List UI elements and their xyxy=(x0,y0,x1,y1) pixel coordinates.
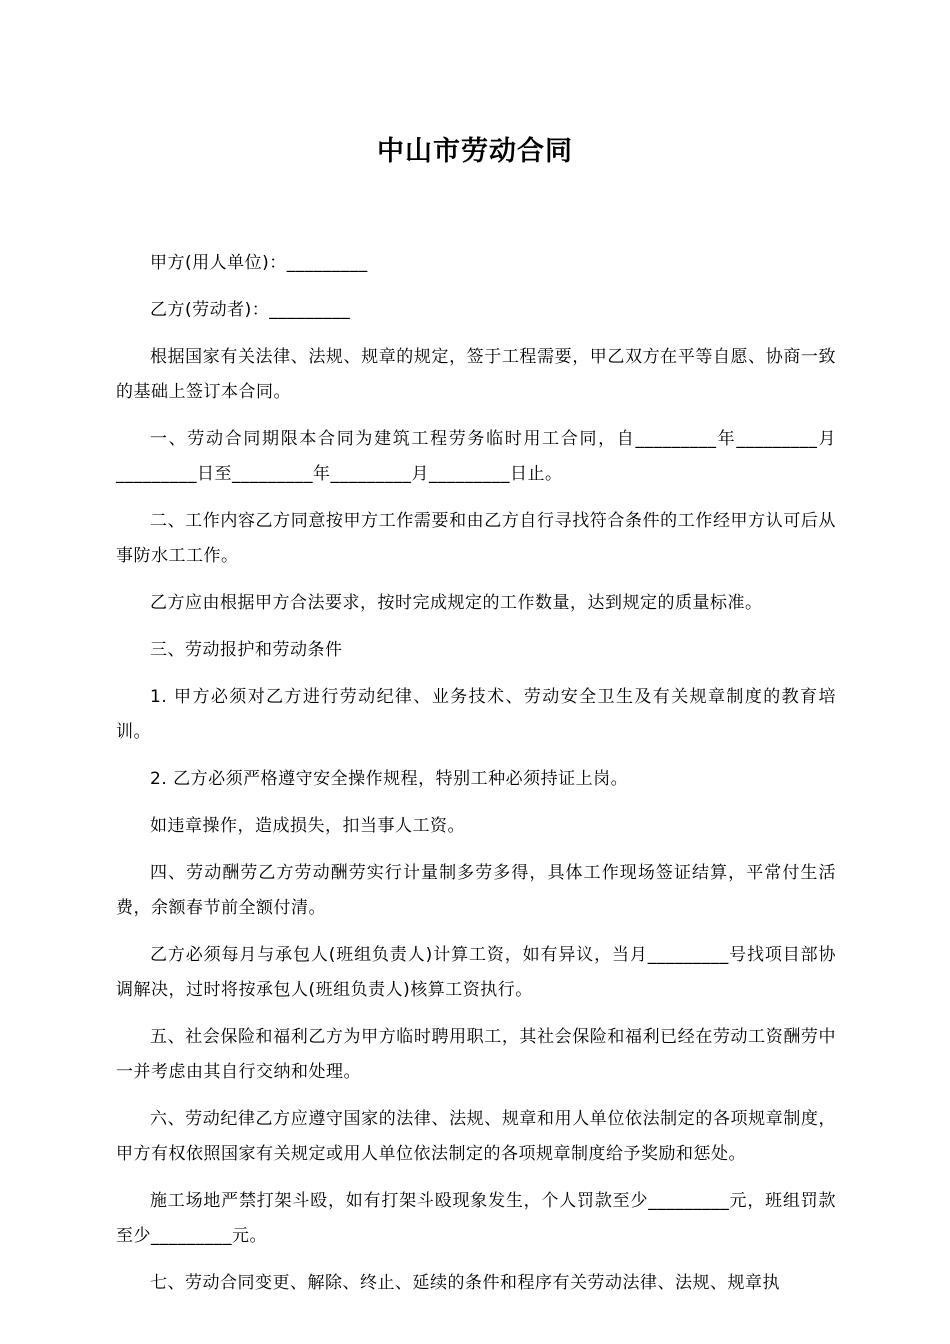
clause-3-item-1: 1. 甲方必须对乙方进行劳动纪律、业务技术、劳动安全卫生及有关规章制度的教育培训。 xyxy=(116,687,836,742)
clause-6-discipline: 六、劳动纪律乙方应遵守国家的法律、法规、规章和用人单位依法制定的各项规章制度，甲方有权依照国家有关规定或用人单位依法制定的各项规章制度给予奖励和惩处。 xyxy=(116,1109,836,1164)
party-b-line: 乙方(劳动者)：_________ xyxy=(150,300,351,320)
clause-4-wage-calculation: 乙方必须每月与承包人(班组负责人)计算工资，如有异议，当月_________号找项目部协调解决，过时将按承包人(班组负责人)核算工资执行。 xyxy=(116,945,836,1000)
clause-2-work-content: 二、工作内容乙方同意按甲方工作需要和由乙方自行寻找符合条件的工作经甲方认可后从事防水工工作。 xyxy=(116,511,836,566)
clause-2-requirement: 乙方应由根据甲方合法要求，按时完成规定的工作数量，达到规定的质量标准。 xyxy=(150,593,763,613)
clause-4-remuneration: 四、劳动酬劳乙方劳动酬劳实行计量制多劳多得，具体工作现场签证结算，平常付生活费，余额春节前全额付清。 xyxy=(116,863,836,918)
clause-3-item-2: 2. 乙方必须严格遵守安全操作规程，特别工种必须持证上岗。 xyxy=(150,769,629,789)
document-body xyxy=(116,246,836,1313)
clause-3-penalty: 如违章操作，造成损失，扣当事人工资。 xyxy=(150,816,465,836)
clause-1-term: 一、劳动合同期限本合同为建筑工程劳务临时用工合同，自_________年_________月_________日至_________年_________月_________日止。 xyxy=(116,429,836,484)
preamble-paragraph: 根据国家有关法律、法规、规章的规定，签于工程需要，甲乙双方在平等自愿、协商一致的基础上签订本合同。 xyxy=(116,347,836,402)
party-a-line: 甲方(用人单位)：_________ xyxy=(150,253,368,273)
clause-3-heading: 三、劳动报护和劳动条件 xyxy=(150,640,343,660)
clause-5-insurance: 五、社会保险和福利乙方为甲方临时聘用职工，其社会保险和福利已经在劳动工资酬劳中一并考虑由其自行交纳和处理。 xyxy=(116,1027,836,1082)
document-title: 中山市劳动合同 xyxy=(377,136,573,167)
clause-6-fighting-penalty: 施工场地严禁打架斗殴，如有打架斗殴现象发生，个人罚款至少_________元，班组罚款至少_________元。 xyxy=(116,1191,836,1246)
clause-7-contract-changes: 七、劳动合同变更、解除、终止、延续的条件和程序有关劳动法律、法规、规章执 xyxy=(150,1273,780,1293)
